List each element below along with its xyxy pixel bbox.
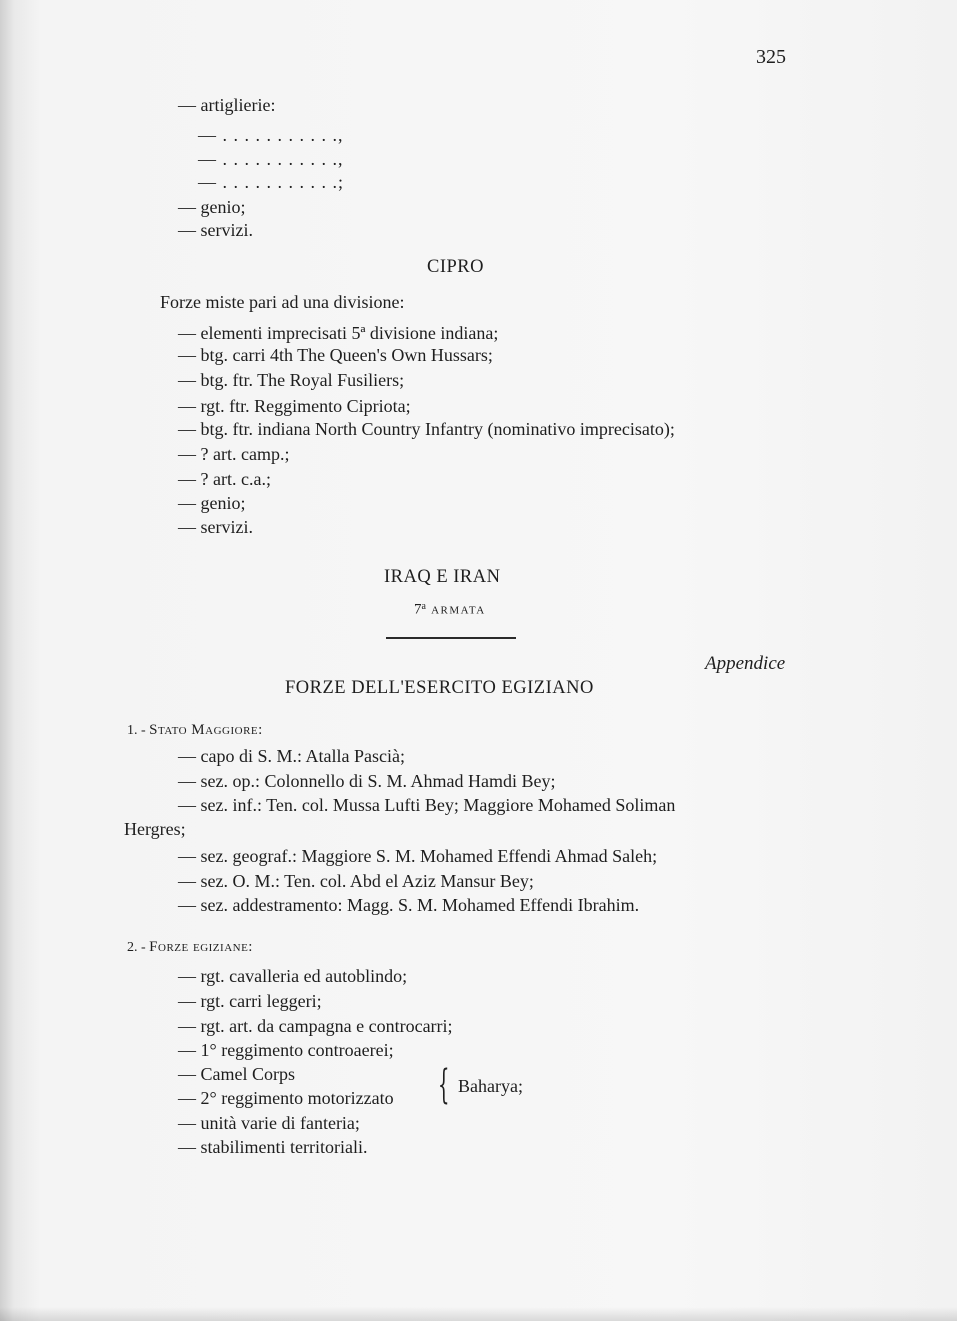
list-item: — btg. ftr. The Royal Fusiliers; [178,370,405,390]
list-item: — stabilimenti territoriali. [178,1137,368,1157]
list-item: — rgt. ftr. Reggimento Cipriota; [178,396,411,416]
list-item: — btg. carri 4th The Queen's Own Hussars; [178,345,493,365]
section-2-title: Forze egiziane: [149,939,253,955]
section-1-heading [127,717,263,742]
list-item: — servizi. [178,517,253,537]
list-item: — rgt. cavalleria ed autoblindo; [178,966,408,986]
list-item: — . . . . . . . . . . ., [198,149,344,169]
list-item: — unità varie di fanteria; [178,1113,360,1133]
list-item: — elementi imprecisati 5ª divisione indiana; [178,323,499,343]
army-ordinal: a [421,601,428,612]
section-heading-iraq: IRAQ E IRAN [384,567,501,587]
list-item: — sez. addestramento: Magg. S. M. Mohamed Effendi Ibrahim. [178,895,640,915]
page-number: 325 [756,46,786,68]
section-2-heading [127,934,253,959]
list-item: — genio; [178,197,246,217]
list-item: — artiglierie: [178,95,276,115]
section-1-title: Stato Maggiore: [149,722,263,738]
brace-symbol: { [438,1062,450,1108]
appendix-label: Appendice [705,653,786,674]
army-subheading [414,596,486,622]
list-item: — 2° reggimento motorizzato [178,1088,394,1108]
list-item: — genio; [178,493,246,513]
list-item: — sez. geograf.: Maggiore S. M. Mohamed Effendi Ahmad Saleh; [178,846,658,866]
army-label: ARMATA [431,604,486,617]
section-2-number: 2. - [127,940,150,955]
list-item: — 1° reggimento controaerei; [178,1040,394,1060]
list-item: — rgt. art. da campagna e controcarri; [178,1016,453,1036]
list-item: — sez. inf.: Ten. col. Mussa Lufti Bey; Maggiore Mohamed Soliman [178,795,676,815]
list-item: — btg. ftr. indiana North Country Infantry (nominativo imprecisato); [178,419,675,439]
list-item: — ? art. camp.; [178,444,290,464]
list-item: — rgt. carri leggeri; [178,991,322,1011]
list-item: — capo di S. M.: Atalla Pascià; [178,746,405,766]
section-1-number: 1. - [127,723,150,738]
list-item: — sez. op.: Colonnello di S. M. Ahmad Hamdi Bey; [178,771,556,791]
list-item: — servizi. [178,220,253,240]
paragraph: Forze miste pari ad una divisione: [160,292,405,312]
list-item: — . . . . . . . . . . ., [198,125,344,145]
section-divider [386,637,516,639]
army-number: 7 [414,601,422,618]
list-item: Hergres; [124,819,186,839]
list-item: — ? art. c.a.; [178,469,271,489]
brace-label: Baharya; [458,1076,523,1096]
list-item: — sez. O. M.: Ten. col. Abd el Aziz Mansur Bey; [178,871,534,891]
list-item: — Camel Corps [178,1064,295,1084]
list-item: — . . . . . . . . . . .; [198,172,345,192]
section-heading-cipro: CIPRO [427,257,484,277]
appendix-title: FORZE DELL'ESERCITO EGIZIANO [285,678,594,698]
